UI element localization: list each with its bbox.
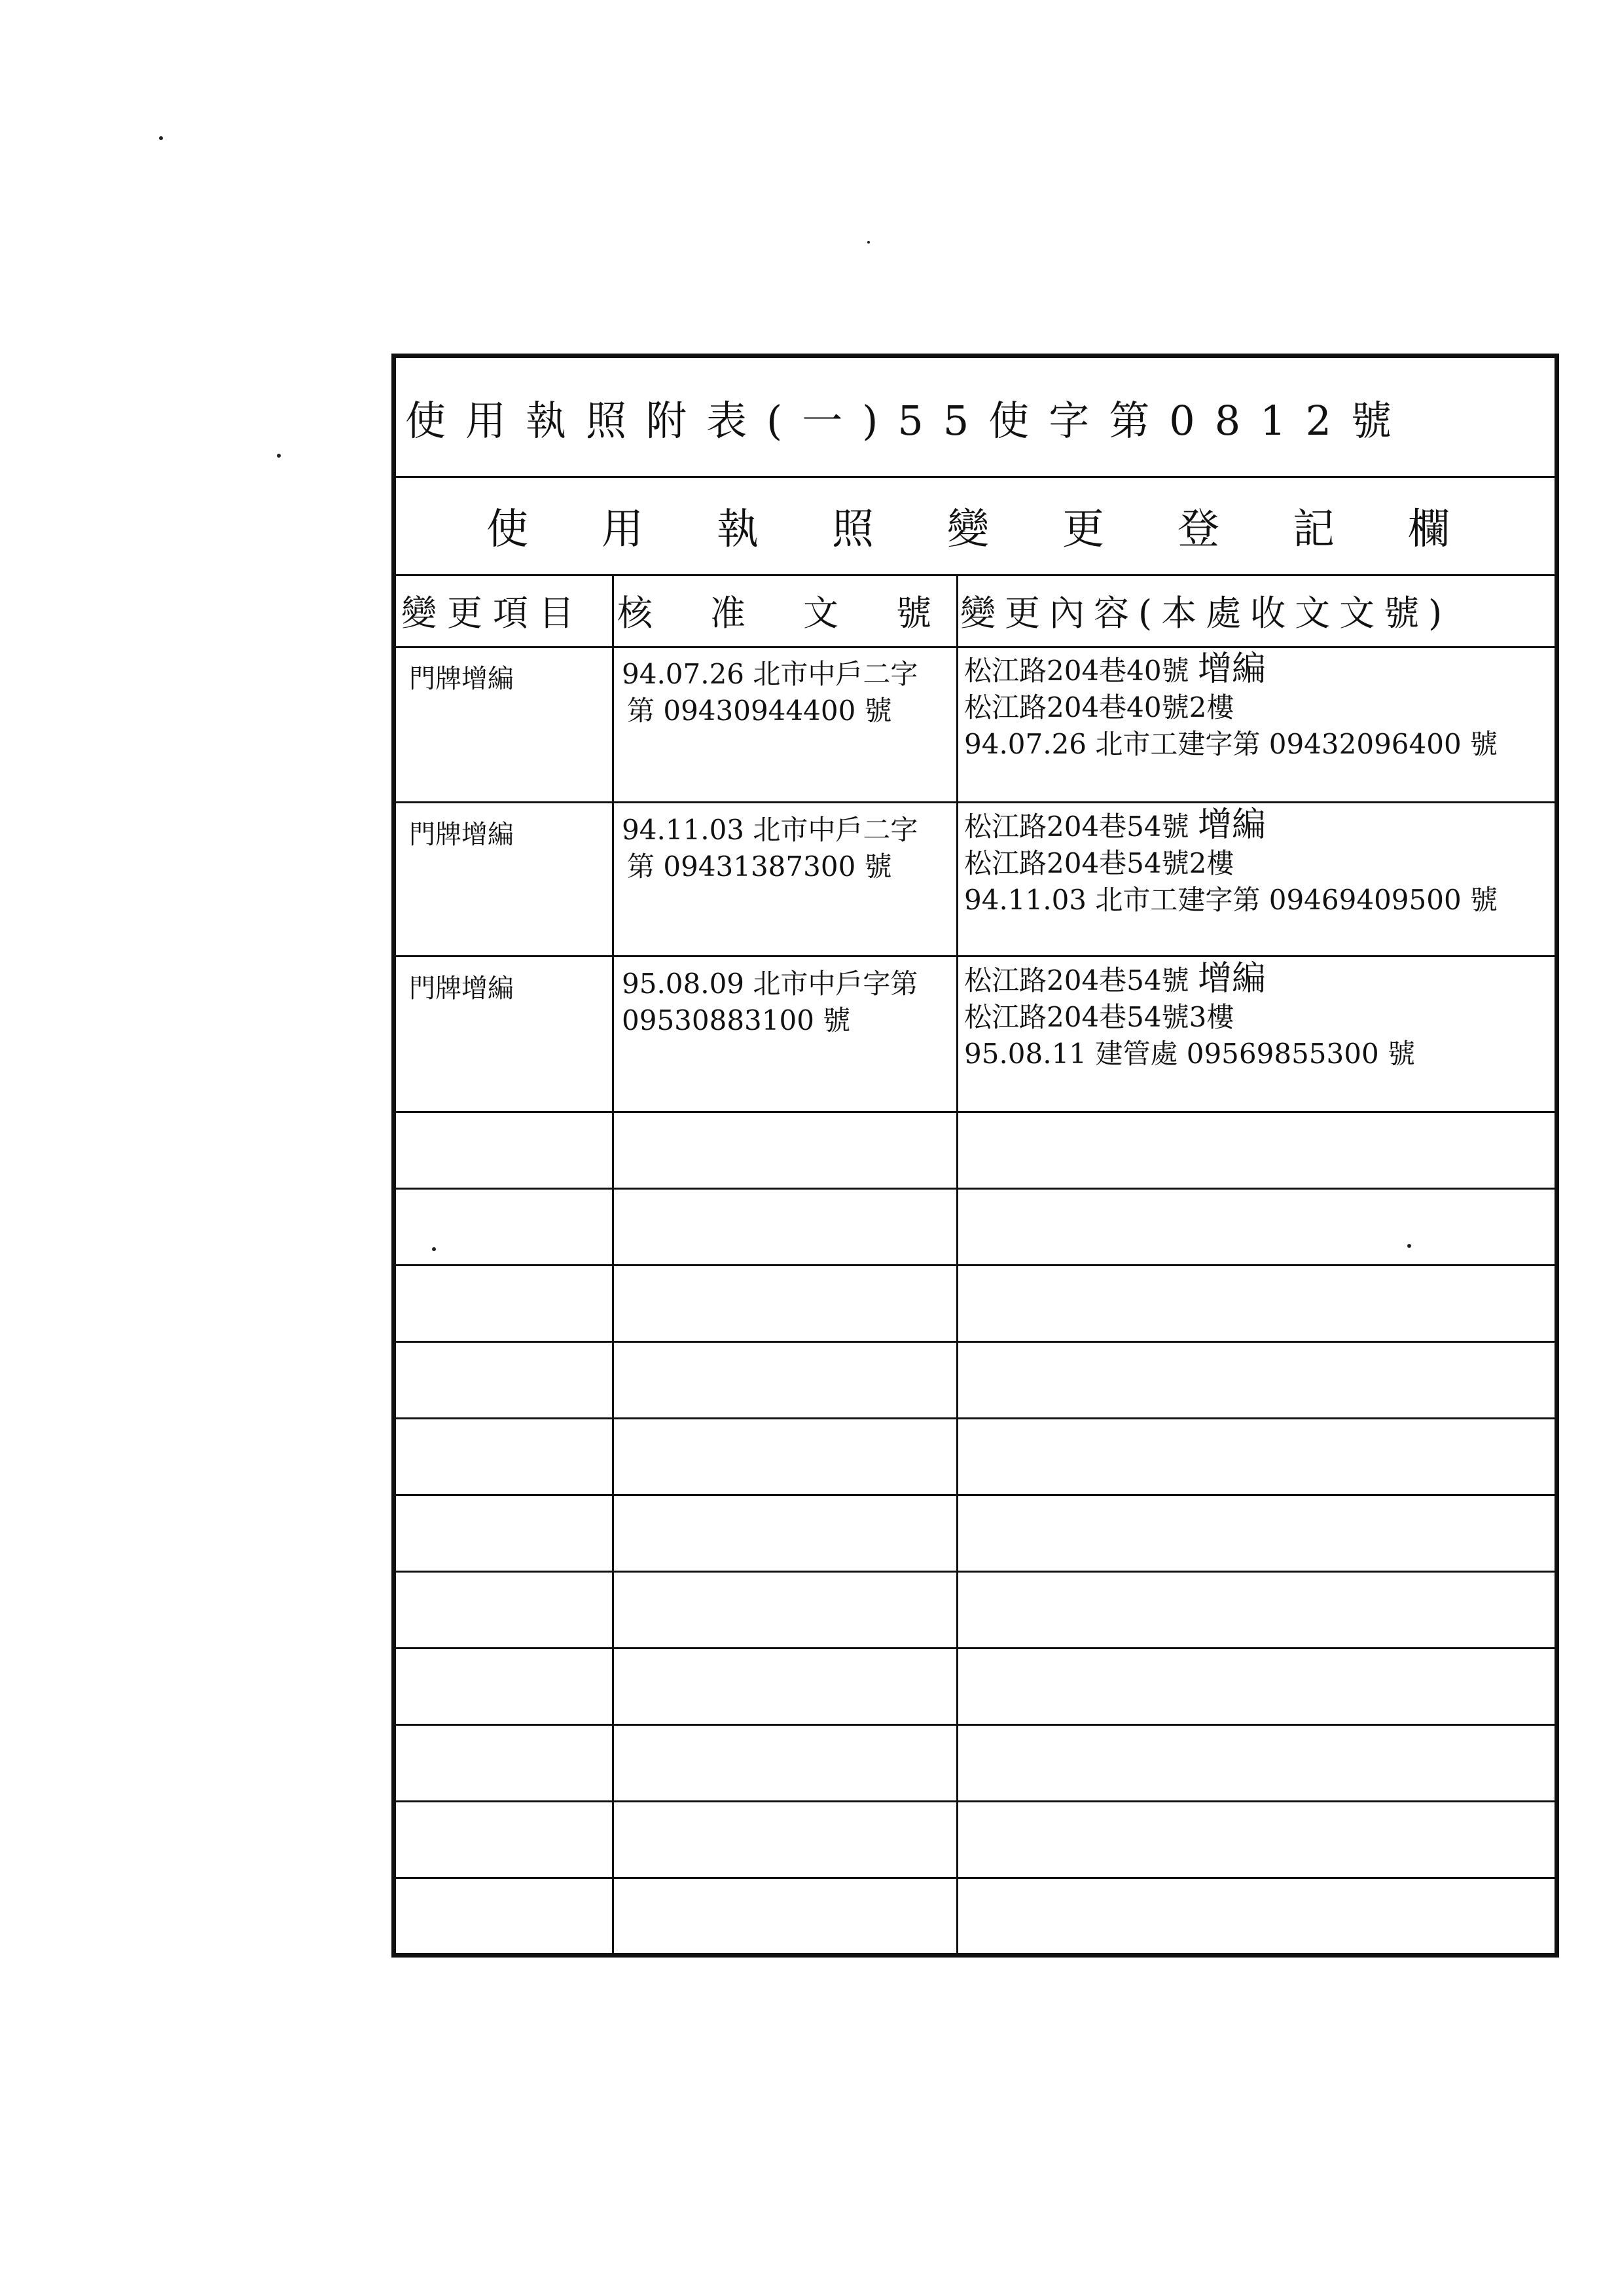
record-2-approval — [622, 812, 918, 885]
title-row — [396, 358, 1555, 476]
record-2-item: 門牌增編 — [409, 820, 514, 850]
record-2-ref: 94.11.03 北市工建字第 09469409500 號 — [964, 884, 1498, 916]
column-divider — [956, 574, 958, 1953]
row-divider — [396, 1111, 1555, 1113]
row-divider — [396, 1188, 1555, 1190]
record-2-approval-line-2: 第 09431387300 號 — [627, 850, 892, 883]
column-header-approval — [617, 576, 989, 645]
column-header-approval-text: 核准文號 — [617, 592, 989, 634]
record-3-ref: 95.08.11 建管處 09569855300 號 — [964, 1038, 1416, 1070]
divider — [396, 646, 1555, 648]
record-2-action: 增編 — [1197, 805, 1266, 845]
register-title: 使用執照變更登記欄 — [486, 505, 1523, 554]
record-2-approval-line-1: 94.11.03 北市中戶二字 — [622, 814, 918, 846]
scan-speck — [277, 454, 281, 458]
record-3-action: 增編 — [1197, 959, 1266, 998]
row-divider — [396, 955, 1555, 957]
row-divider — [396, 1571, 1555, 1573]
record-1-approval-line-1: 94.07.26 北市中戶二字 — [622, 658, 918, 690]
record-1-approval-line-2: 第 09430944400 號 — [627, 695, 892, 727]
record-3-address: 松江路204巷54號 — [964, 964, 1189, 996]
record-1-action: 增編 — [1197, 649, 1266, 689]
record-3-detail: 松江路204巷54號3樓 — [964, 1001, 1234, 1033]
record-1-approval — [622, 656, 918, 729]
record-2-detail: 松江路204巷54號2樓 — [964, 847, 1234, 879]
document-title: 使用執照附表(一)55使字第0812號 — [405, 396, 1412, 445]
record-3-item: 門牌增編 — [409, 974, 514, 1004]
register-title-row — [396, 478, 1555, 573]
record-2-content — [964, 807, 1498, 919]
row-divider — [396, 1417, 1555, 1419]
record-1-detail: 松江路204巷40號2樓 — [964, 691, 1234, 723]
row-divider — [396, 1647, 1555, 1649]
record-1-content — [964, 651, 1498, 763]
record-2-address: 松江路204巷54號 — [964, 811, 1189, 843]
row-divider — [396, 1341, 1555, 1343]
record-1-address: 松江路204巷40號 — [964, 655, 1189, 687]
record-1-item: 門牌增編 — [409, 664, 514, 694]
row-divider — [396, 1494, 1555, 1496]
column-header-item: 變更項目 — [401, 592, 584, 634]
row-divider — [396, 1264, 1555, 1266]
scan-speck — [867, 241, 870, 244]
row-divider — [396, 1877, 1555, 1879]
record-1-ref: 94.07.26 北市工建字第 09432096400 號 — [964, 728, 1498, 760]
scan-speck — [159, 136, 163, 140]
record-3-approval-line-1: 95.08.09 北市中戶字第 — [622, 968, 918, 1000]
register-sheet — [391, 354, 1559, 1958]
record-3-approval-line-2: 09530883100 號 — [622, 1004, 851, 1036]
row-divider — [396, 1800, 1555, 1802]
record-3-content — [964, 960, 1415, 1072]
record-3-approval — [622, 966, 918, 1039]
column-header-content: 變更內容(本處收文文號) — [960, 592, 1452, 634]
row-divider — [396, 801, 1555, 803]
row-divider — [396, 1724, 1555, 1726]
column-divider — [612, 574, 614, 1953]
